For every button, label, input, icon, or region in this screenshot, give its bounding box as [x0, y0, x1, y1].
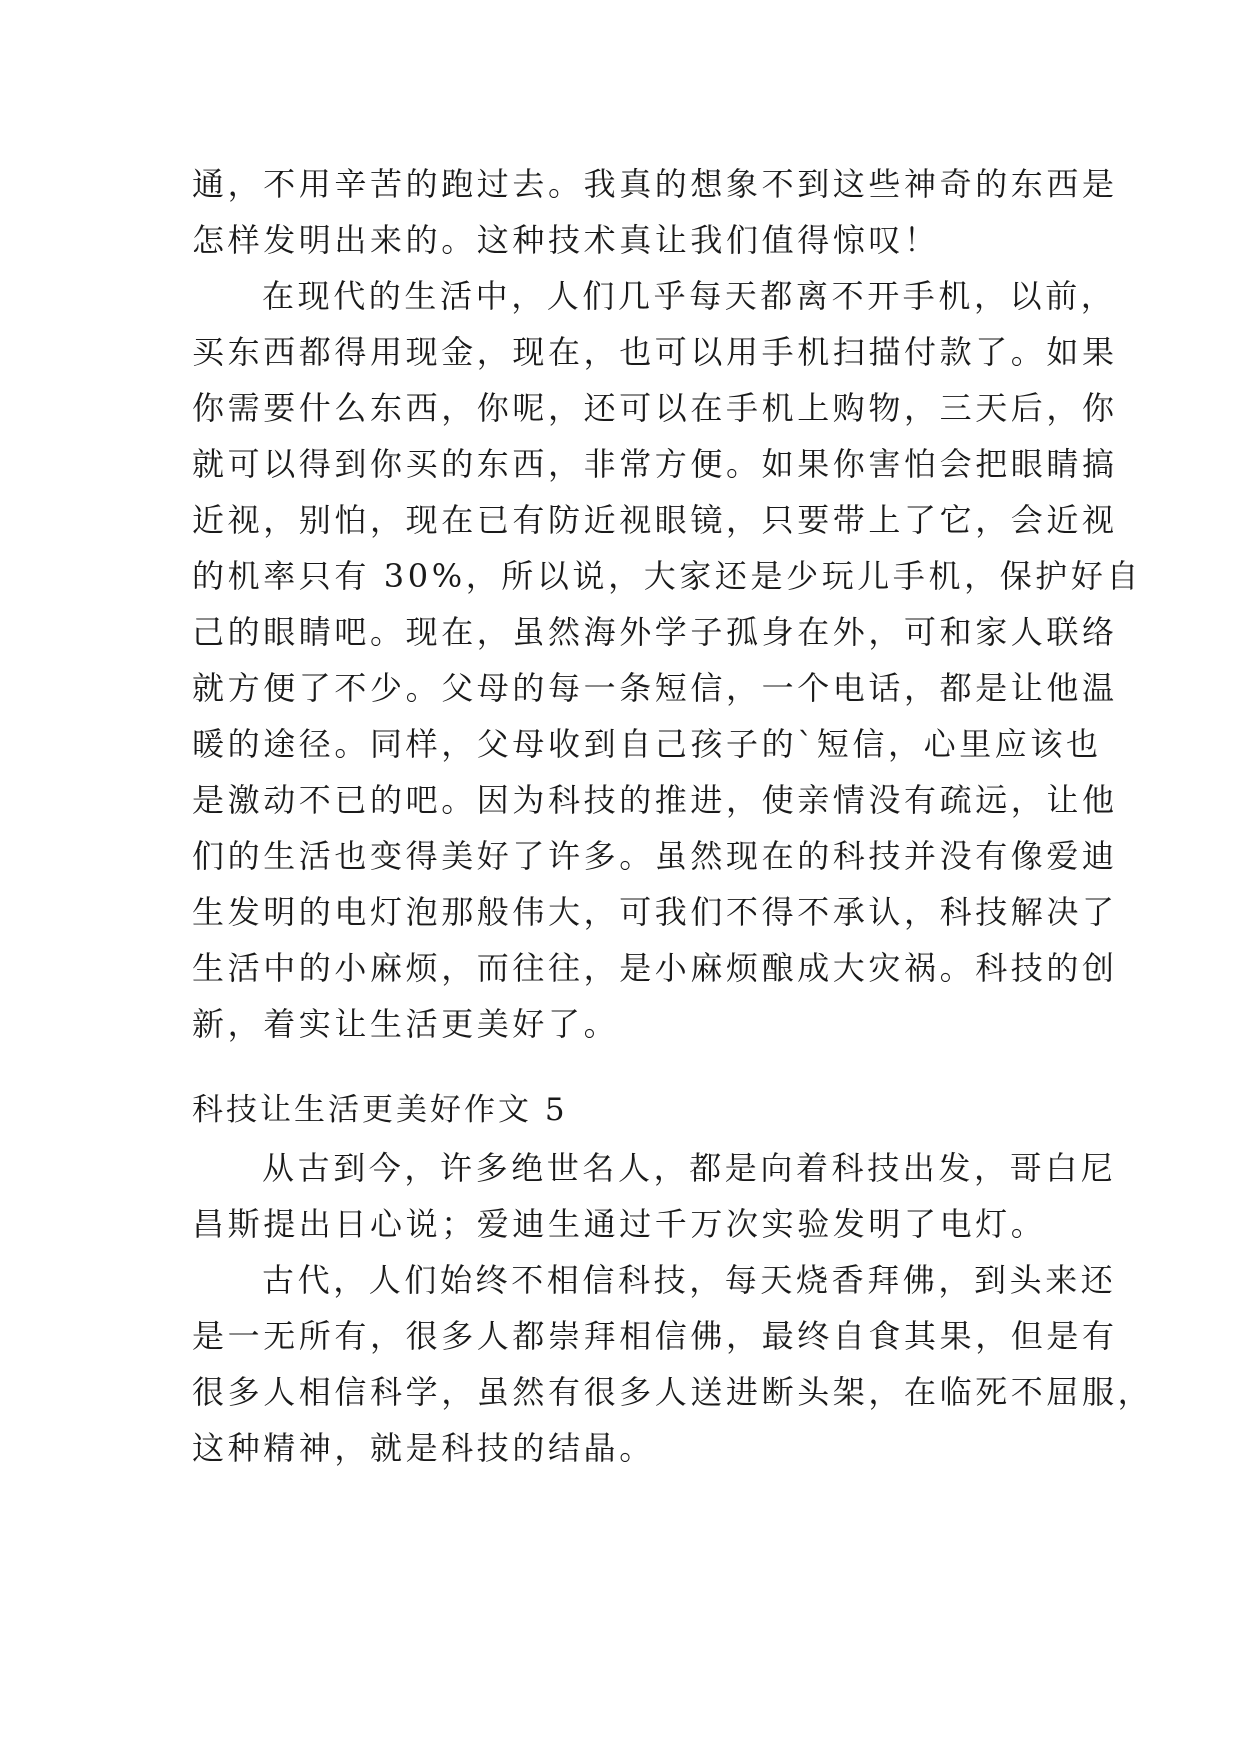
paragraph-line: 们的生活也变得美好了许多。虽然现在的科技并没有像爱迪 — [192, 837, 1118, 875]
paragraph-line: 在现代的生活中，人们几乎每天都离不开手机，以前， — [262, 277, 1117, 315]
paragraph-line: 从古到今，许多绝世名人，都是向着科技出发，哥白尼 — [262, 1149, 1117, 1187]
paragraph-line: 通，不用辛苦的跑过去。我真的想象不到这些神奇的东西是 — [192, 165, 1118, 203]
section-heading: 科技让生活更美好作文 5 — [192, 1092, 568, 1128]
paragraph-line: 你需要什么东西，你呢，还可以在手机上购物，三天后，你 — [192, 389, 1118, 427]
paragraph-line: 买东西都得用现金，现在，也可以用手机扫描付款了。如果 — [192, 333, 1118, 371]
paragraph-line: 的机率只有 30%，所以说，大家还是少玩儿手机，保护好自 — [192, 557, 1143, 595]
paragraph-line: 昌斯提出日心说；爱迪生通过千万次实验发明了电灯。 — [192, 1205, 1047, 1243]
paragraph-line: 己的眼睛吧。现在，虽然海外学子孤身在外，可和家人联络 — [192, 613, 1118, 651]
paragraph-line: 新，着实让生活更美好了。 — [192, 1005, 620, 1043]
paragraph-line: 这种精神，就是科技的结晶。 — [192, 1429, 655, 1467]
paragraph-line: 近视，别怕，现在已有防近视眼镜，只要带上了它，会近视 — [192, 501, 1118, 539]
paragraph-line: 怎样发明出来的。这种技术真让我们值得惊叹！ — [192, 221, 940, 259]
paragraph-line: 是一无所有，很多人都崇拜相信佛，最终自食其果，但是有 — [192, 1317, 1118, 1355]
paragraph-line: 就可以得到你买的东西，非常方便。如果你害怕会把眼睛搞 — [192, 445, 1118, 483]
paragraph-line: 很多人相信科学，虽然有很多人送进断头架，在临死不屈服， — [192, 1373, 1154, 1411]
paragraph-line: 古代，人们始终不相信科技，每天烧香拜佛，到头来还 — [262, 1261, 1117, 1299]
paragraph-line: 生活中的小麻烦，而往往，是小麻烦酿成大灾祸。科技的创 — [192, 949, 1118, 987]
paragraph-line: 生发明的电灯泡那般伟大，可我们不得不承认，科技解决了 — [192, 893, 1118, 931]
paragraph-line: 暖的途径。同样，父母收到自己孩子的`短信，心里应该也 — [192, 725, 1102, 763]
paragraph-line: 就方便了不少。父母的每一条短信，一个电话，都是让他温 — [192, 669, 1118, 707]
paragraph-line: 是激动不已的吧。因为科技的推进，使亲情没有疏远，让他 — [192, 781, 1118, 819]
